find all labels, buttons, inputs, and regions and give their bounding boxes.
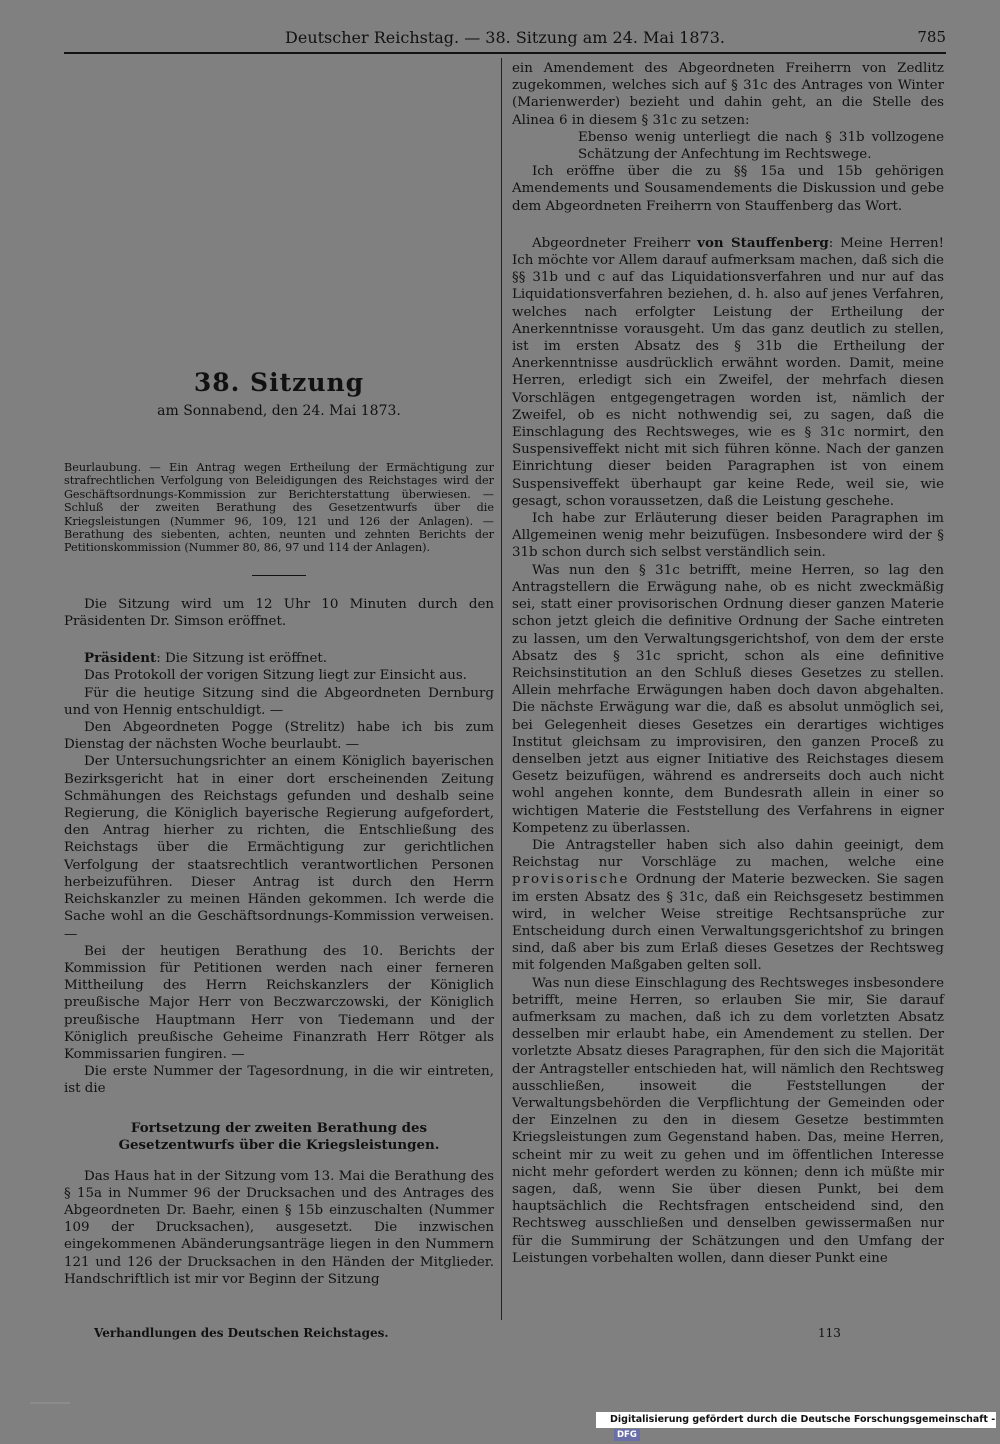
speaker-label: Präsident [84,650,157,667]
header-rule [64,52,946,54]
sheet-signature: 113 [818,1326,841,1340]
right-column [512,60,944,1267]
left-column [64,60,494,1288]
credit-text: Digitalisierung gefördert durch die Deutsche Forschungsgemeinschaft - [610,1414,996,1425]
amendment-quote: Ebenso wenig unterliegt die nach § 31b vollzogene Schätzung der Anfechtung im Rechtswege. [578,129,944,163]
speech-paragraph [512,235,944,510]
paragraph [512,837,944,975]
president-paragraph [64,650,494,667]
emphasized-word: provisorische [512,872,630,888]
speaker-name: von Stauffenberg [697,234,829,251]
paragraph: Bei der heutigen Berathung des 10. Berichts der Kommission für Petitionen werden nach einer ferneren Mittheilung des Herrn Reichskanzlers der Königlich preußische Major Herr von Beczwarczowski, der Königlich preußische Hauptmann Herr von Tiedemann und der Königlich preußische Geheime Finanzrath Herr Rötger als Kommissarien fungiren. — [64,943,494,1062]
paragraph: Der Untersuchungsrichter an einem Königlich bayerischen Bezirksgericht hat in einer dort erscheinenden Zeitung Schmähungen des Reichstags gefunden und deshalb seine Regierung, die Königlich bayerische Regierung aufgefordert, den Antrag hierher zu richten, die Entschließung des Reichstags über die Ermächtigung zur gerichtlichen Verfolgung der staatsrechtlich verantwortlichen Personen herbeizuführen. Dieser Antrag ist durch den Herrn Reichskanzler zu meinen Händen gekommen. Ich werde die Sache wohl an die Geschäftsordnungs-Kommission verweisen. — [64,754,494,942]
paragraph: Was nun den § 31c betrifft, meine Herren, so lag den Antragstellern die Erwägung nahe, ob es nicht zweckmäßig sei, statt einer provisorischen Ordnung dieser ganzen Materie schon jetzt gleich die definitive Ordnung der Sache eintreten zu lassen, um den Verwaltungsgerichtshof, von dem der erste Absatz des § 31c spricht, schon als eine definitive Reichsinstitution an den Schluß dieses Gesetzes zu stellen. Allein mehrfache Erwägungen haben doch davon abgehalten. Die nächste Erwägung war die, daß es absolut unmöglich sei, bei Gelegenheit dieses Gesetzes ein derartiges wichtiges Institut gleichsam zu improvisiren, den ganzen Proceß zu denselben jetzt aus eigner Initiative des Reichstages diesem Gesetz beizufügen, während es andrerseits doch auch nicht wohl angehen konnte, dem Bundesrath allein in einer so wichtigen Materie die Feststellung des Verfahrens in eigner Kompetenz zu überlassen. [512,562,944,836]
column-divider [501,58,502,1320]
separator-rule [252,575,306,576]
session-title: 38. Sitzung [193,368,365,397]
session-date: am Sonnabend, den 24. Mai 1873. [157,403,401,419]
paragraph: Ich eröffne über die zu §§ 15a und 15b gehörigen Amendements und Sousamendements die Diskussion und gebe dem Abgeordneten Freiherrn von Stauffenberg das Wort. [512,164,944,214]
speech-text: Ordnung der Materie bezwecken. Sie sagen im ersten Absatz des § 31c, daß ein Reichsgesetz bestimmen wird, in welcher Weise streitige Rechtsansprüche zur Entscheidung durch einen Verwaltungsgerichtshof zu bringen sind, daß aber bis zum Erlaß dieses Gesetzes der Rechtsweg mit folgenden Maßgaben gelten soll. [512,872,944,974]
page-number: 785 [917,28,946,46]
paragraph: Was nun diese Einschlagung des Rechtsweges insbesondere betrifft, meine Herren, so erlauben Sie mir, Sie darauf aufmerksam zu machen, daß ich zu dem vorletzten Absatz desselben mir erlaubt habe, ein Amendement zu stellen. Der vorletzte Absatz dieses Paragraphen, für den sich die Majorität der Antragsteller entschieden hat, will nämlich den Rechtsweg ausschließen, insoweit die Feststellungen der Verwaltungsbehörden die Verpflichtung der Gemeinden oder der Einzelnen zu den in diesem Gesetze bestimmten Kriegsleistungen zum Gegenstand haben. Das, meine Herren, scheint mir zu weit zu gehen und im öffentlichen Interesse nicht mehr gefordert werden zu können; denn ich müßte mir sagen, daß, wenn Sie über diesen Punkt, bei dem hauptsächlich die Rechtsfragen entscheidend sind, den Rechtsweg ausschließen und denselben gewissermaßen nur für die Summirung der Schätzungen und den Umfang der Leistungen vorbehalten wollen, dann dieser Punkt eine [512,975,944,1266]
section-heading: Fortsetzung der zweiten Berathung des Gesetzentwurfs über die Kriegsleistungen. [118,1119,440,1153]
paragraph: Den Abgeordneten Pogge (Strelitz) habe ich bis zum Dienstag der nächsten Woche beurlaubt. — [64,720,494,753]
speech-text: : Meine Herren! Ich möchte vor Allem darauf aufmerksam machen, daß sich die §§ 31b und c auf das Liquidationsverfahren und nur auf das Liquidationsverfahren beziehen, d. h. also auf jenes Verfahren, welches nach erfolgter Leistung der Ertheilung der Anerkenntnisse vorausgeht. Um das ganz deutlich zu stellen, ist im ersten Absatz des § 31b die Ertheilung der Anerkenntnisse ausdrücklich erwähnt worden. Damit, meine Herren, erledigt sich ein Zweifel, der mehrfach diesen Vorschlägen entgegengetragen worden ist, nämlich der Zweifel, ob es nicht nothwendig sei, zu sagen, daß die Einschlagung des Rechtsweges, wie es § 31c normirt, den Suspensiveffekt nicht mit sich führen könne. Nach der ganzen Einrichtung dieser beiden Paragraphen ist von einem Suspensiveffekt überhaupt gar keine Rede, weil sie, wie gesagt, schon voraussetzen, daß die Leistung geschehe. [512,235,944,509]
paragraph: ein Amendement des Abgeordneten Freiherrn von Zedlitz zugekommen, welches sich auf § 31c des Antrages von Winter (Marienwerder) bezieht und dahin geht, an die Stelle des Alinea 6 in diesem § 31c zu setzen: [512,61,944,128]
speaker-prefix: Abgeordneter Freiherr [532,235,698,251]
footer-publication: Verhandlungen des Deutschen Reichstages. [94,1326,389,1340]
running-header-title: Deutscher Reichstag. — 38. Sitzung am 24. Mai 1873. [285,28,725,47]
paragraph: Die erste Nummer der Tagesordnung, in die wir eintreten, ist die [64,1064,494,1097]
running-header [64,28,946,50]
paragraph: Ich habe zur Erläuterung dieser beiden Paragraphen im Allgemeinen wenig mehr beizufügen. Insbesondere wird der § 31b schon durch sich selbst verständlich sein. [512,511,944,561]
digitization-credit [596,1412,996,1440]
session-summary: Beurlaubung. — Ein Antrag wegen Ertheilung der Ermächtigung zur strafrechtlichen Verfolgung von Beleidigungen des Reichstages wird der Geschäftsordnungs-Kommission zur Berichterstattung überwiesen. — Schluß der zweiten Berathung des Gesetzentwurfs über die Kriegsleistungen (Nummer 96, 109, 121 und 126 der Anlagen). — Berathung des siebenten, achten, neunten und zehnten Berichts der Petitionskommission (Nummer 80, 86, 97 und 114 der Anlagen). [64,461,494,555]
paragraph: Das Protokoll der vorigen Sitzung liegt zur Einsicht aus. [84,668,467,684]
paragraph: Für die heutige Sitzung sind die Abgeordneten Dernburg und von Hennig entschuldigt. — [64,685,494,718]
paragraph: Das Haus hat in der Sitzung vom 13. Mai die Berathung des § 15a in Nummer 96 der Drucksachen und des Antrages des Abgeordneten Dr. Baehr, einen § 15b einzuschalten (Nummer 109 der Drucksachen), ausgesetzt. Die inzwischen eingekommenen Abänderungsanträge liegen in den Nummern 121 und 126 der Drucksachen in den Händen der Mitglieder. Handschriftlich ist mir vor Beginn der Sitzung [64,1168,494,1287]
scan-mark [30,1402,70,1404]
speech-text: Die Antragsteller haben sich also dahin geeinigt, dem Reichstag nur Vorschläge zu machen, welche eine [512,837,944,871]
opening-paragraph: Die Sitzung wird um 12 Uhr 10 Minuten durch den Präsidenten Dr. Simson eröffnet. [64,596,494,630]
president-speech: : Die Sitzung ist eröffnet. [156,651,328,667]
dfg-logo: DFG [614,1429,640,1441]
